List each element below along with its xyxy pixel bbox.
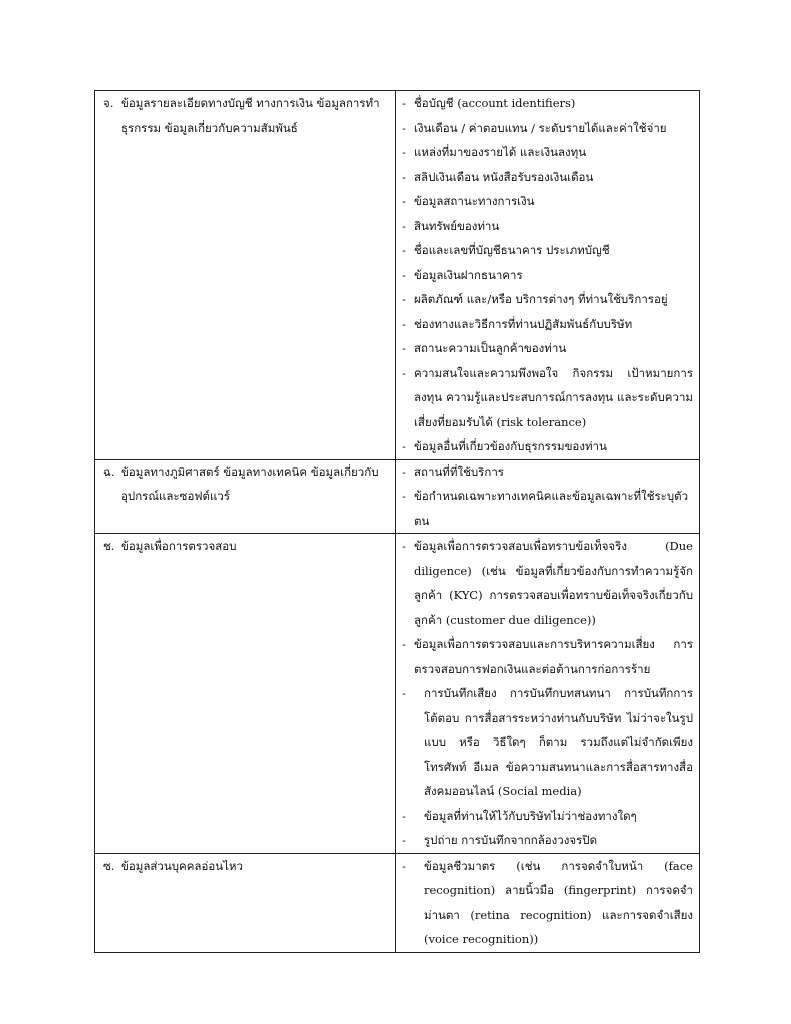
item-list: [396, 854, 699, 952]
table-row: [95, 91, 700, 460]
list-item: - ข้อมูลเงินฝากธนาคาร: [402, 267, 523, 282]
table-row: [95, 459, 700, 534]
data-category-table: [94, 90, 700, 953]
list-item: - รูปถ่าย การบันทึกจากกล้องวงจรปิด: [402, 833, 598, 847]
table-row: [95, 534, 700, 854]
category-title: ข้อมูลรายละเอียดทางบัญชี ทางการเงิน ข้อมูลการทำธุรกรรม ข้อมูลเกี่ยวกับความสัมพันธ์: [121, 96, 380, 135]
items-cell: [396, 534, 700, 854]
list-item: - ข้อมูลเพื่อการตรวจสอบและการบริหารความเสี่ยง การตรวจสอบการฟอกเงินและต่อต้านการก่อการร้าย: [402, 637, 693, 676]
list-item: - สถานะความเป็นลูกค้าของท่าน: [402, 341, 567, 355]
category-title: ข้อมูลทางภูมิศาสตร์ ข้อมูลทางเทคนิค ข้อมูลเกี่ยวกับอุปกรณ์และซอฟต์แวร์: [121, 464, 379, 503]
list-item: - แหล่งที่มาของรายได้ และเงินลงทุน: [402, 145, 587, 159]
category-cell: [95, 853, 396, 952]
list-item: - ข้อกำหนดเฉพาะทางเทคนิคและข้อมูลเฉพาะที่ใช้ระบุตัวตน: [402, 489, 689, 528]
category-letter: ฉ.: [103, 464, 115, 479]
category-letter: จ.: [103, 96, 114, 110]
item-list: [396, 534, 699, 853]
items-cell: [396, 459, 700, 534]
list-item: - ข้อมูลชีวมาตร (เช่น การจดจำใบหน้า (face recognition) ลายนิ้วมือ (fingerprint) การจดจำม่านตา (retina recognition) และการจดจำเสียง (voice recognition)): [402, 858, 693, 946]
items-cell: [396, 853, 700, 952]
category-title: ข้อมูลเพื่อการตรวจสอบ: [121, 539, 237, 553]
list-item: - ข้อมูลที่ท่านให้ไว้กับบริษัทไม่ว่าช่องทางใดๆ: [402, 808, 637, 823]
list-item: - ข้อมูลเพื่อการตรวจสอบเพื่อทราบข้อเท็จจริง (Due diligence) (เช่น ข้อมูลที่เกี่ยวข้องกับการทำความรู้จักลูกค้า (KYC) การตรวจสอบเพื่อทราบข้อเท็จจริงเกี่ยวกับลูกค้า (customer due diligence)): [402, 539, 693, 627]
list-item: - ชื่อบัญชี (account identifiers): [402, 96, 576, 110]
list-item: - ข้อมูลสถานะทางการเงิน: [402, 194, 535, 208]
list-item: - สลิปเงินเดือน หนังสือรับรองเงินเดือน: [402, 169, 594, 184]
category-cell: [95, 459, 396, 534]
category-cell: [95, 534, 396, 854]
list-item: - ชื่อและเลขที่บัญชีธนาคาร ประเภทบัญชี: [402, 243, 610, 257]
list-item: - ช่องทางและวิธีการที่ท่านปฏิสัมพันธ์กับบริษัท: [402, 316, 633, 331]
table-row: [95, 853, 700, 952]
list-item: - เงินเดือน / ค่าตอบแทน / ระดับรายได้และค่าใช้จ่าย: [402, 120, 667, 135]
list-item: - การบันทึกเสียง การบันทึกบทสนทนา การบันทึกการโต้ตอบ การสื่อสารระหว่างท่านกับบริษัท ไม่ว่าจะในรูปแบบ หรือ วิธีใดๆ ก็ตาม รวมถึงแต่ไม่จำกัดเพียงโทรศัพท์ อีเมล ข้อความสนทนาและการสื่อสารทางสื่อสังคมออนไลน์ (Social media): [402, 686, 693, 798]
list-item: - สถานที่ที่ใช้บริการ: [402, 464, 504, 479]
category-title: ข้อมูลส่วนบุคคลอ่อนไหว: [121, 858, 243, 873]
items-cell: [396, 91, 700, 460]
category-letter: ช.: [103, 539, 115, 553]
list-item: - ผลิตภัณฑ์ และ/หรือ บริการต่างๆ ที่ท่านใช้บริการอยู่: [402, 292, 668, 306]
category-cell: [95, 91, 396, 460]
item-list: [396, 91, 699, 459]
list-item: - ความสนใจและความพึงพอใจ กิจกรรม เป้าหมายการลงทุน ความรู้และประสบการณ์การลงทุน และระดับความเสี่ยงที่ยอมรับได้ (risk tolerance): [402, 365, 693, 429]
list-item: - ข้อมูลอื่นที่เกี่ยวข้องกับธุรกรรมของท่าน: [402, 439, 607, 453]
item-list: [396, 460, 699, 534]
list-item: - สินทรัพย์ของท่าน: [402, 218, 500, 233]
category-letter: ซ.: [103, 858, 115, 873]
